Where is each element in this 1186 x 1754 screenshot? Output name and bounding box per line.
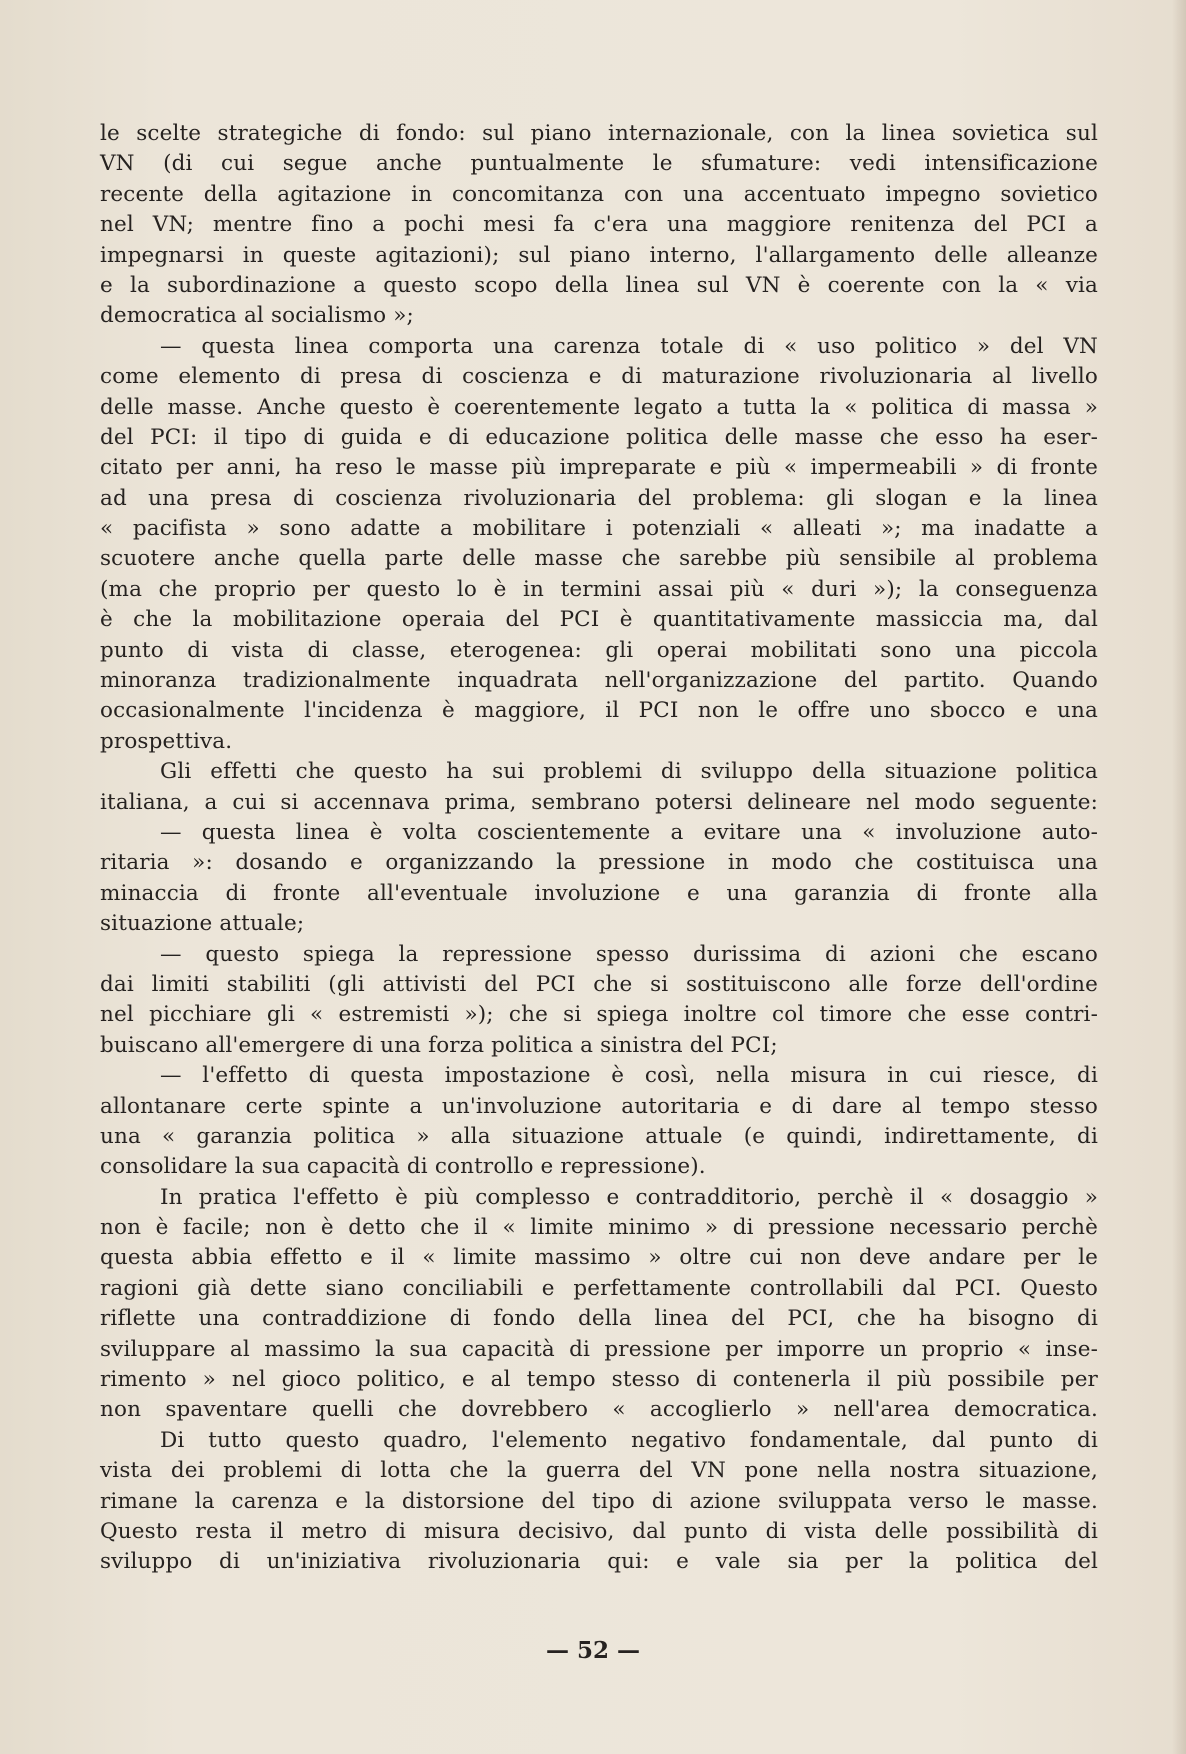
- text-line: punto di vista di classe, eterogenea: gli operai mobilitati sono una piccola: [100, 637, 1098, 663]
- text-line: Gli effetti che questo ha sui problemi di sviluppo della situazione politica: [160, 759, 1098, 785]
- text-line: riflette una contraddizione di fondo della linea del PCI, che ha bisogno di: [100, 1306, 1098, 1332]
- text-line: ritaria »: dosando e organizzando la pressione in modo che costituisca una: [100, 850, 1098, 876]
- text-line: rimane la carenza e la distorsione del tipo di azione sviluppata verso le masse.: [100, 1488, 1098, 1514]
- page-number: — 52 —: [545, 1637, 641, 1664]
- text-line: recente della agitazione in concomitanza con una accentuato impegno sovietico: [100, 181, 1098, 207]
- text-line: è che la mobilitazione operaia del PCI è quantitativamente massiccia ma, dal: [100, 607, 1098, 633]
- text-line: rimento » nel gioco politico, e al tempo stesso di contenerla il più possibile per: [100, 1367, 1098, 1393]
- text-line: e la subordinazione a questo scopo della linea sul VN è coerente con la « via: [100, 272, 1098, 298]
- text-line: prospettiva.: [100, 728, 233, 754]
- text-line: minaccia di fronte all'eventuale involuzione e una garanzia di fronte alla: [100, 880, 1098, 906]
- text-line: allontanare certe spinte a un'involuzione autoritaria e di dare al tempo stesso: [100, 1093, 1098, 1119]
- text-line: occasionalmente l'incidenza è maggiore, il PCI non le offre uno sbocco e una: [100, 698, 1098, 724]
- text-line: ragioni già dette siano conciliabili e perfettamente controllabili dal PCI. Questo: [100, 1275, 1098, 1301]
- text-line: VN (di cui segue anche puntualmente le sfumature: vedi intensificazione: [100, 151, 1098, 177]
- text-line: democratica al socialismo »;: [100, 303, 414, 329]
- text-line: le scelte strategiche di fondo: sul piano internazionale, con la linea sovietica sul: [100, 121, 1098, 146]
- text-line: Di tutto questo quadro, l'elemento negativo fondamentale, dal punto di: [160, 1427, 1098, 1453]
- text-line: come elemento di presa di coscienza e di maturazione rivoluzionaria al livello: [100, 364, 1098, 390]
- text-line: citato per anni, ha reso le masse più impreparate e più « impermeabili » di fronte: [100, 455, 1098, 481]
- text-line: « pacifista » sono adatte a mobilitare i potenziali « alleati »; ma inadatte a: [100, 516, 1098, 542]
- text-line: italiana, a cui si accennava prima, sembrano potersi delineare nel modo seguente:: [100, 789, 1098, 815]
- text-line: impegnarsi in queste agitazioni); sul piano interno, l'allargamento delle alleanze: [100, 242, 1098, 268]
- text-line: — questa linea comporta una carenza totale di « uso politico » del VN: [160, 333, 1098, 359]
- text-line: delle masse. Anche questo è coerentemente legato a tutta la « politica di massa »: [100, 394, 1098, 420]
- text-line: In pratica l'effetto è più complesso e contradditorio, perchè il « dosaggio »: [160, 1184, 1098, 1210]
- text-line: del PCI: il tipo di guida e di educazione politica delle masse che esso ha eser-: [100, 424, 1098, 450]
- text-line: situazione attuale;: [100, 911, 305, 937]
- text-line: una « garanzia politica » alla situazione attuale (e quindi, indirettamente, di: [100, 1123, 1098, 1149]
- text-line: buiscano all'emergere di una forza politica a sinistra del PCI;: [100, 1032, 778, 1058]
- text-line: nel picchiare gli « estremisti »); che si spiega inoltre col timore che esse contri-: [100, 1002, 1098, 1028]
- text-line: (ma che proprio per questo lo è in termini assai più « duri »); la conseguenza: [100, 576, 1098, 602]
- text-line: Questo resta il metro di misura decisivo, dal punto di vista delle possibilità di: [100, 1518, 1098, 1544]
- text-line: nel VN; mentre fino a pochi mesi fa c'era una maggiore renitenza del PCI a: [100, 212, 1098, 238]
- text-line: sviluppare al massimo la sua capacità di pressione per imporre un proprio « inse-: [100, 1336, 1098, 1362]
- text-line: non spaventare quelli che dovrebbero « accoglierlo » nell'area democratica.: [100, 1397, 1098, 1423]
- text-line: — l'effetto di questa impostazione è così, nella misura in cui riesce, di: [160, 1063, 1098, 1089]
- text-line: minoranza tradizionalmente inquadrata nell'organizzazione del partito. Quando: [100, 668, 1098, 694]
- text-line: non è facile; non è detto che il « limite minimo » di pressione necessario perchè: [100, 1215, 1098, 1241]
- text-line: sviluppo di un'iniziativa rivoluzionaria qui: e vale sia per la politica del: [100, 1549, 1098, 1575]
- text-line: scuotere anche quella parte delle masse che sarebbe più sensibile al problema: [100, 546, 1098, 572]
- text-line: — questo spiega la repressione spesso durissima di azioni che escano: [160, 941, 1098, 967]
- body-text: [100, 119, 1098, 1578]
- text-line: — questa linea è volta coscientemente a evitare una « involuzione auto-: [160, 819, 1098, 845]
- text-line: ad una presa di coscienza rivoluzionaria del problema: gli slogan e la linea: [100, 485, 1098, 511]
- text-line: consolidare la sua capacità di controllo e repressione).: [100, 1154, 706, 1180]
- text-line: vista dei problemi di lotta che la guerra del VN pone nella nostra situazione,: [100, 1458, 1098, 1484]
- text-line: questa abbia effetto e il « limite massimo » oltre cui non deve andare per le: [100, 1245, 1098, 1271]
- text-line: dai limiti stabiliti (gli attivisti del PCI che si sostituiscono alle forze dell'ordine: [100, 971, 1098, 997]
